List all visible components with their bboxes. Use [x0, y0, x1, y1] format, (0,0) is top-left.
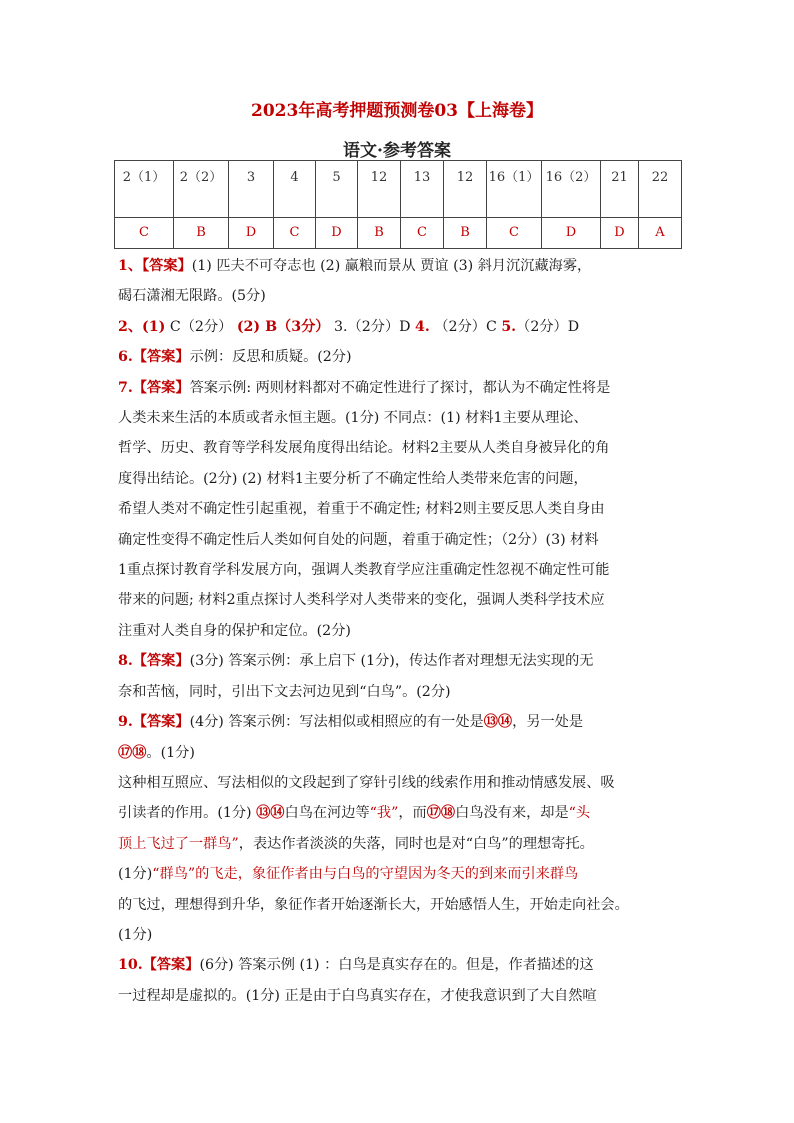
answer-cell: D — [542, 218, 601, 249]
question-number-cell: 21 — [601, 161, 639, 218]
text-segment: ，表达作者淡淡的失落，同时也是对“白鸟”的理想寄托。 — [238, 835, 594, 852]
text-segment: C（2分） — [165, 318, 237, 335]
text-segment: 一过程却是虚拟的。(1分) 正是由于白鸟真实存在，才使我意识到了大自然喧 — [118, 987, 597, 1004]
text-segment: 10.【答案】 — [118, 957, 200, 974]
answer-cell: B — [174, 218, 229, 249]
text-segment: 。(1分) — [146, 744, 195, 761]
answer-line — [118, 829, 680, 859]
answer-line — [118, 464, 680, 494]
text-segment: 7.【答案】 — [118, 379, 190, 396]
text-segment: 注重对人类自身的保护和定位。(2分) — [118, 622, 351, 639]
answer-line — [118, 494, 680, 524]
answer-cell: D — [601, 218, 639, 249]
answer-line — [118, 342, 680, 372]
answer-line — [118, 312, 680, 342]
text-segment: 顶上飞过了一群鸟” — [118, 835, 239, 852]
text-segment: 度得出结论。(2分) (2) 材料1主要分析了不确定性给人类带来危害的问题， — [118, 470, 588, 487]
question-number-cell: 16（1） — [487, 161, 542, 218]
answer-cell: D — [316, 218, 358, 249]
answer-table — [114, 160, 682, 249]
answer-line — [118, 707, 680, 737]
page-subtitle: 语文·参考答案 — [343, 141, 451, 161]
text-segment: 8.【答案】 — [118, 653, 190, 670]
answer-line — [118, 251, 680, 281]
answer-line — [118, 281, 680, 311]
text-segment: (4分) 答案示例：写法相似或相照应的有一处是 — [189, 714, 484, 731]
question-number-cell: 4 — [274, 161, 316, 218]
text-segment: 哲学、历史、教育等学科发展角度得出结论。材料2主要从人类自身被异化的角 — [118, 440, 610, 457]
answer-line — [118, 433, 680, 463]
answer-cell: C — [274, 218, 316, 249]
text-segment: 白鸟没有来，却是 — [455, 805, 569, 822]
answer-line — [118, 585, 680, 615]
text-segment: ⑬⑭ — [483, 714, 513, 731]
question-number-cell: 22 — [639, 161, 682, 218]
answer-line — [118, 768, 680, 798]
answer-line — [118, 373, 680, 403]
text-segment: 确定性变得不确定性后人类如何自处的问题，着重于确定性；（2分）(3) 材料 — [118, 531, 599, 548]
text-segment: ⑰⑱ — [118, 744, 147, 761]
answer-cell: C — [487, 218, 542, 249]
question-number-cell: 13 — [401, 161, 444, 218]
text-segment: 希望人类对不确定性引起重视，着重于不确定性; 材料2则主要反思人类自身由 — [118, 501, 605, 518]
text-segment: 人类未来生活的本质或者永恒主题。(1分) 不同点：(1) 材料1主要从理论、 — [118, 410, 588, 427]
answer-line — [118, 890, 680, 920]
text-segment: (1) 匹夫不可夺志也 (2) 赢粮而景从 贾谊 (3) 斜月沉沉藏海雾， — [191, 258, 592, 274]
text-segment: 这种相互照应、写法相似的文段起到了穿针引线的线索作用和推动情感发展、吸 — [118, 774, 615, 791]
text-segment: 1重点探讨教育学科发展方向，强调人类教育学应注重确定性忽视不确定性可能 — [118, 562, 610, 579]
answer-line — [118, 646, 680, 676]
text-segment: (6分) 答案示例 (1) ：白鸟是真实存在的。但是，作者描述的这 — [199, 957, 594, 974]
text-segment: 带来的问题; 材料2重点探讨人类科学对人类带来的变化，强调人类科学技术应 — [118, 592, 605, 609]
text-segment: 1、【答案】 — [118, 258, 192, 274]
answer-line — [118, 920, 680, 950]
text-segment: 示例：反思和质疑。(2分) — [189, 349, 352, 366]
question-number-cell: 16（2） — [542, 161, 601, 218]
answer-line — [118, 859, 680, 889]
answer-line — [118, 738, 680, 768]
text-segment: 9.【答案】 — [118, 714, 190, 731]
answer-line — [118, 677, 680, 707]
answer-table-answer-row — [115, 218, 682, 249]
answer-line — [118, 555, 680, 585]
text-segment: 碣石潇湘无限路。(5分) — [118, 288, 266, 305]
text-segment: 2、(1) — [118, 318, 166, 335]
text-segment: 的飞过，理想得到升华，象征作者开始逐渐长大，开始感悟人生，开始走向社会。 — [118, 896, 629, 913]
question-number-cell: 2（2） — [174, 161, 229, 218]
question-number-cell: 3 — [229, 161, 274, 218]
text-segment: 答案示例: 两则材料都对不确定性进行了探讨，都认为不确定性将是 — [189, 379, 611, 396]
text-segment: ⑰⑱ — [426, 805, 456, 822]
text-segment: 奈和苦恼，同时，引出下文去河边见到“白鸟”。(2分) — [118, 683, 451, 700]
page-title: 2023年高考押题预测卷03【上海卷】 — [251, 101, 543, 121]
answer-cell: B — [444, 218, 487, 249]
answer-line — [118, 950, 680, 980]
text-segment: “群鸟”的飞走，象征作者由与白鸟的守望因为冬天的到来而引来群鸟 — [152, 866, 579, 883]
text-segment: 5. — [501, 318, 517, 335]
answer-line — [118, 981, 680, 1011]
question-number-cell: 12 — [444, 161, 487, 218]
answer-cell: C — [115, 218, 174, 249]
question-number-cell: 2（1） — [115, 161, 174, 218]
answer-cell: B — [358, 218, 401, 249]
answer-cell: A — [639, 218, 682, 249]
text-segment: “我” — [369, 805, 399, 822]
text-segment: (1分) — [118, 866, 153, 883]
text-segment: ，另一处是 — [512, 714, 584, 731]
text-segment: ⑬⑭ — [256, 805, 285, 822]
text-segment: “头 — [568, 805, 591, 822]
text-segment: 6.【答案】 — [118, 349, 190, 366]
answer-content — [118, 251, 680, 1011]
text-segment: (1分) — [118, 926, 153, 943]
text-segment: 3.（2分）D — [329, 318, 416, 335]
answer-line — [118, 403, 680, 433]
text-segment: 白鸟在河边等 — [284, 805, 370, 822]
answer-table-header-row — [115, 161, 682, 218]
text-segment: （2分）C — [429, 318, 502, 335]
answer-cell: D — [229, 218, 274, 249]
text-segment: （2分）D — [516, 318, 580, 335]
answer-line — [118, 525, 680, 555]
answer-cell: C — [401, 218, 444, 249]
text-segment: 4. — [415, 318, 430, 335]
answer-line — [118, 798, 680, 828]
question-number-cell: 12 — [358, 161, 401, 218]
text-segment: 引读者的作用。(1分) — [118, 805, 257, 822]
question-number-cell: 5 — [316, 161, 358, 218]
answer-line — [118, 616, 680, 646]
text-segment: (3分) 答案示例：承上启下 (1分)，传达作者对理想无法实现的无 — [189, 653, 594, 670]
text-segment: (2) B（3分） — [236, 318, 330, 335]
text-segment: ，而 — [398, 805, 427, 822]
